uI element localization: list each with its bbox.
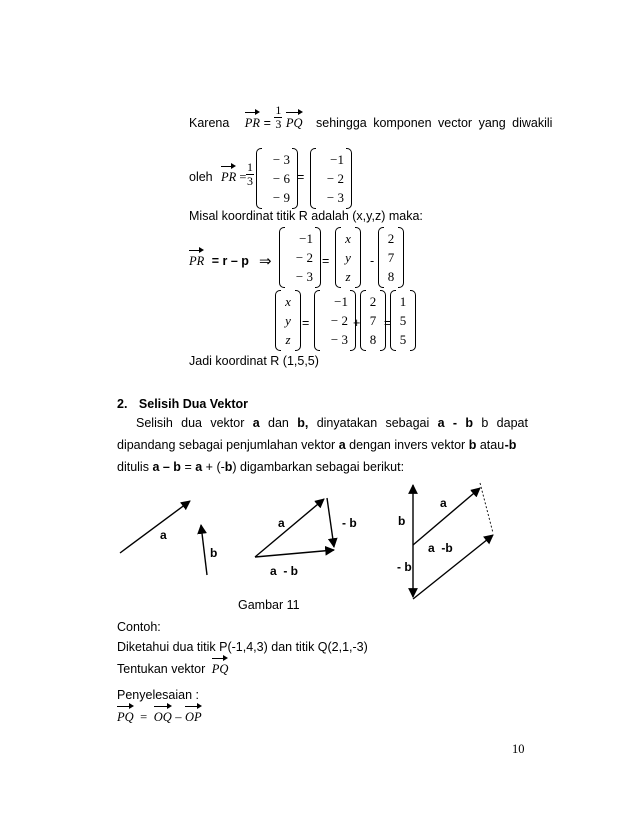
r-minus-p: = r – p — [211, 254, 249, 268]
implies-arrow: ⇒ — [259, 254, 272, 270]
text: + (- — [205, 460, 225, 474]
vector-pq: PQ — [211, 662, 229, 676]
matrix-1-5-5 — [398, 292, 408, 349]
matrix-minus1-minus2-minus3-b — [287, 229, 313, 286]
cell: − 2 — [295, 250, 313, 265]
label-a-middle: a — [278, 516, 285, 530]
section-heading — [117, 397, 248, 411]
text: a — [252, 416, 260, 430]
vector-op: OP — [184, 710, 202, 724]
vector-oq: OQ — [153, 710, 172, 724]
cell: 2 — [369, 294, 377, 309]
cell: 5 — [399, 332, 407, 347]
line2-lhs — [221, 170, 246, 185]
frac-den: 3 — [247, 174, 253, 188]
cell: − 9 — [272, 190, 290, 205]
text: a — [195, 460, 203, 474]
label-a-left: a — [160, 528, 167, 542]
vector-pr: PR — [244, 116, 261, 130]
matrix-2-7-8-b — [368, 292, 378, 349]
figure-caption: Gambar 11 — [238, 598, 300, 612]
tentukan-line — [117, 662, 228, 677]
dotted-side-top — [480, 483, 493, 533]
text: dinyatakan sebagai — [316, 416, 430, 430]
text: -b — [504, 438, 517, 452]
section-title: Selisih Dua Vektor — [138, 397, 248, 411]
cell: x — [345, 231, 351, 246]
equals: = — [239, 170, 247, 184]
label-a-minus-b-right: a -b — [428, 541, 453, 555]
line-karena — [189, 103, 553, 132]
vector-pr: PR — [189, 254, 205, 268]
vector-figure — [0, 475, 638, 605]
text: b dapat — [481, 416, 528, 430]
label-b-right: b — [398, 514, 406, 528]
contoh-label: Contoh: — [117, 620, 161, 634]
section-number: 2. — [117, 397, 128, 411]
matrix-xyz-2 — [283, 292, 293, 349]
para-line-2 — [117, 438, 529, 452]
equals-5: = — [384, 316, 392, 330]
matrix-xyz — [343, 229, 353, 286]
last-equation — [117, 710, 202, 725]
cell: x — [285, 294, 291, 309]
matrix-2-7-8 — [386, 229, 396, 286]
minus-sign: - — [370, 254, 375, 268]
equals: = — [140, 710, 148, 724]
jadi-text: Jadi koordinat R (1,5,5) — [189, 354, 319, 368]
equals: = — [263, 116, 271, 130]
diketahui-text: Diketahui dua titik P(-1,4,3) dan titik Q(2,1,-3) — [117, 640, 368, 654]
vector-a-left — [120, 501, 190, 553]
cell: − 2 — [326, 171, 344, 186]
cell: y — [345, 250, 351, 265]
equals-2: = — [297, 170, 305, 184]
frac-num: 1 — [275, 103, 282, 118]
cell: − 3 — [295, 269, 313, 284]
equals-4: = — [302, 316, 310, 330]
text: dan — [268, 416, 289, 430]
label-b-left: b — [210, 546, 218, 560]
minus: – — [175, 710, 182, 724]
label-minus-b-right: - b — [397, 560, 412, 574]
cell: −1 — [330, 152, 344, 167]
matrix-minus1-minus2-minus3 — [318, 150, 344, 207]
label-a-right: a — [440, 496, 447, 510]
para-line-1 — [136, 416, 528, 430]
text: dipandang sebagai penjumlahan vektor — [117, 438, 336, 452]
text: b — [468, 438, 477, 452]
text: = — [184, 460, 192, 474]
text: Selisih dua vektor — [136, 416, 245, 430]
penyelesaian-label: Penyelesaian : — [117, 688, 200, 702]
label-a-minus-b-middle: a - b — [270, 564, 299, 578]
cell: z — [345, 269, 351, 284]
matrix-minus3-minus6-minus9 — [264, 150, 290, 207]
page-number: 10 — [512, 742, 525, 756]
fraction-one-third-2 — [246, 161, 254, 188]
text: a — [338, 438, 346, 452]
cell: −1 — [299, 231, 313, 246]
cell: z — [285, 332, 291, 347]
frac-num: 1 — [247, 160, 253, 174]
cell: 1 — [399, 294, 407, 309]
cell: − 2 — [330, 313, 348, 328]
vector-a-middle — [255, 499, 324, 557]
misal-text: Misal koordinat titik R adalah (x,y,z) maka: — [189, 209, 423, 223]
cell: − 3 — [272, 152, 290, 167]
plus-sign: + — [353, 316, 361, 330]
fraction-one-third — [274, 104, 282, 131]
cell: 2 — [387, 231, 395, 246]
frac-den: 3 — [275, 117, 282, 132]
cell: 8 — [387, 269, 395, 284]
line3-lhs — [189, 254, 249, 269]
cell: − 3 — [326, 190, 344, 205]
cell: 5 — [399, 313, 407, 328]
text: atau — [479, 438, 505, 452]
text: dengan invers vektor — [349, 438, 466, 452]
text: a - b — [437, 416, 474, 430]
vector-pr: PR — [221, 170, 237, 184]
text: ) digambarkan sebagai berikut: — [232, 460, 405, 474]
cell: 8 — [369, 332, 377, 347]
vector-a-minus-b-middle — [255, 550, 334, 557]
vector-a-minus-b-right — [413, 535, 493, 599]
text: b — [224, 460, 233, 474]
cell: y — [285, 313, 291, 328]
karena-text: sehingga komponen vector yang diwakili — [316, 116, 553, 130]
equals-3: = — [322, 254, 330, 268]
vector-pq: PQ — [117, 710, 134, 724]
oleh-word: oleh — [189, 170, 213, 184]
tentukan-text: Tentukan vektor — [117, 662, 206, 676]
cell: 7 — [369, 313, 377, 328]
text: ditulis — [117, 460, 149, 474]
vector-pq: PQ — [285, 116, 303, 130]
cell: −1 — [334, 294, 348, 309]
cell: − 3 — [330, 332, 348, 347]
cell: 7 — [387, 250, 395, 265]
text: a – b — [152, 460, 181, 474]
label-minus-b-middle: - b — [342, 516, 357, 530]
text: b, — [297, 416, 309, 430]
cell: − 6 — [272, 171, 290, 186]
vector-b-left — [201, 525, 207, 575]
karena-word: Karena — [189, 116, 230, 130]
para-line-3 — [117, 460, 404, 474]
matrix-minus1-minus2-minus3-c — [322, 292, 348, 349]
vector-minus-b-middle — [327, 498, 334, 547]
